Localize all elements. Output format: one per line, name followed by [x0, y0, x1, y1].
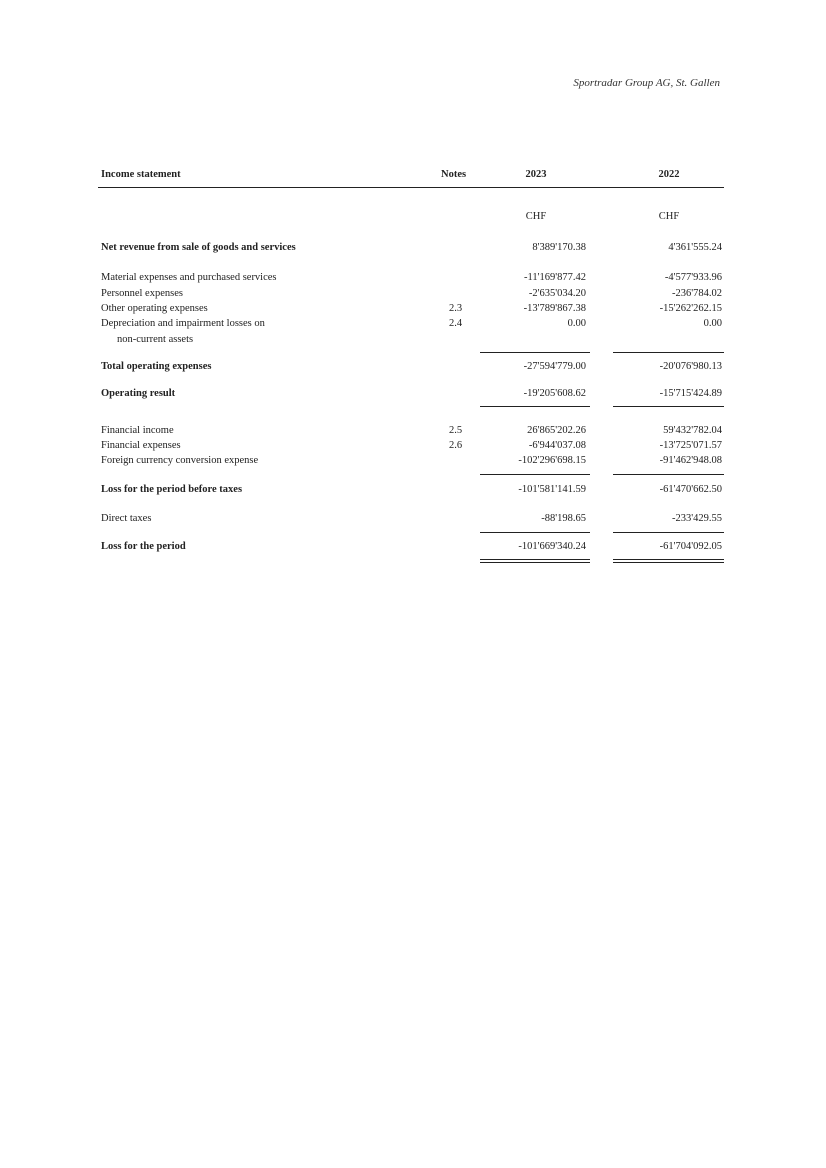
year-2022-header: 2022 [658, 169, 680, 180]
rule-loss-before-tax-2022 [613, 474, 724, 475]
row-total-opex-2023: -27'594'779.00 [523, 361, 586, 372]
row-other-opex-2023: -13'789'867.38 [523, 303, 586, 314]
row-fx-expense-2023: -102'296'698.15 [518, 455, 586, 466]
company-header: Sportradar Group AG, St. Gallen [573, 77, 720, 89]
rule-operating-result-2022 [613, 406, 724, 407]
row-fin-expenses-label: Financial expenses [101, 440, 181, 451]
row-fin-income-2023: 26'865'202.26 [527, 425, 586, 436]
row-direct-taxes-2022: -233'429.55 [671, 513, 722, 524]
row-loss-before-tax-2023: -101'581'141.59 [518, 484, 586, 495]
notes-header: Notes [441, 169, 467, 180]
row-fin-income-2022: 59'432'782.04 [663, 425, 722, 436]
row-fin-income-note: 2.5 [449, 425, 463, 436]
table-title: Income statement [101, 169, 181, 180]
row-direct-taxes-2023: -88'198.65 [541, 513, 586, 524]
row-depreciation-label-cont: non-current assets [117, 334, 194, 345]
rule-loss-before-tax-2023 [480, 474, 590, 475]
row-fin-expenses-2022: -13'725'071.57 [659, 440, 722, 451]
row-operating-result-label: Operating result [101, 388, 176, 399]
row-material-label: Material expenses and purchased services [101, 272, 277, 283]
row-loss-period-2023: -101'669'340.24 [518, 541, 586, 552]
row-depreciation-label: Depreciation and impairment losses on [101, 318, 265, 329]
row-depreciation-2023: 0.00 [567, 318, 586, 329]
row-loss-period-label: Loss for the period [101, 541, 186, 552]
row-loss-before-tax-2022: -61'470'662.50 [659, 484, 722, 495]
row-fin-expenses-note: 2.6 [449, 440, 463, 451]
row-depreciation-2022: 0.00 [703, 318, 722, 329]
currency-2023: CHF [525, 211, 547, 222]
currency-2022: CHF [658, 211, 680, 222]
row-net-revenue-2023: 8'389'170.38 [532, 242, 586, 253]
row-operating-result-2023: -19'205'608.62 [523, 388, 586, 399]
row-fx-expense-2022: -91'462'948.08 [659, 455, 722, 466]
rule-loss-period-2022 [613, 532, 724, 533]
row-personnel-2023: -2'635'034.20 [528, 288, 586, 299]
row-net-revenue-2022: 4'361'555.24 [668, 242, 722, 253]
row-personnel-2022: -236'784.02 [671, 288, 722, 299]
year-2023-header: 2023 [525, 169, 547, 180]
double-rule-2022 [613, 559, 724, 563]
rule-operating-result-2023 [480, 406, 590, 407]
row-personnel-label: Personnel expenses [101, 288, 183, 299]
row-fin-expenses-2023: -6'944'037.08 [528, 440, 586, 451]
row-total-opex-2022: -20'076'980.13 [659, 361, 722, 372]
double-rule-2023 [480, 559, 590, 563]
row-net-revenue-label: Net revenue from sale of goods and services [101, 242, 296, 253]
row-total-opex-label: Total operating expenses [101, 361, 212, 372]
row-other-opex-note: 2.3 [449, 303, 463, 314]
rule-total-opex-2023 [480, 352, 590, 353]
row-direct-taxes-label: Direct taxes [101, 513, 152, 524]
rule-total-opex-2022 [613, 352, 724, 353]
row-depreciation-note: 2.4 [449, 318, 463, 329]
row-fx-expense-label: Foreign currency conversion expense [101, 455, 259, 466]
row-material-2022: -4'577'933.96 [664, 272, 722, 283]
row-fin-income-label: Financial income [101, 425, 174, 436]
row-operating-result-2022: -15'715'424.89 [659, 388, 722, 399]
row-loss-before-tax-label: Loss for the period before taxes [101, 484, 243, 495]
row-material-2023: -11'169'877.42 [523, 272, 586, 283]
row-other-opex-label: Other operating expenses [101, 303, 208, 314]
row-loss-period-2022: -61'704'092.05 [659, 541, 722, 552]
row-other-opex-2022: -15'262'262.15 [659, 303, 722, 314]
rule-loss-period-2023 [480, 532, 590, 533]
header-rule [98, 187, 724, 188]
